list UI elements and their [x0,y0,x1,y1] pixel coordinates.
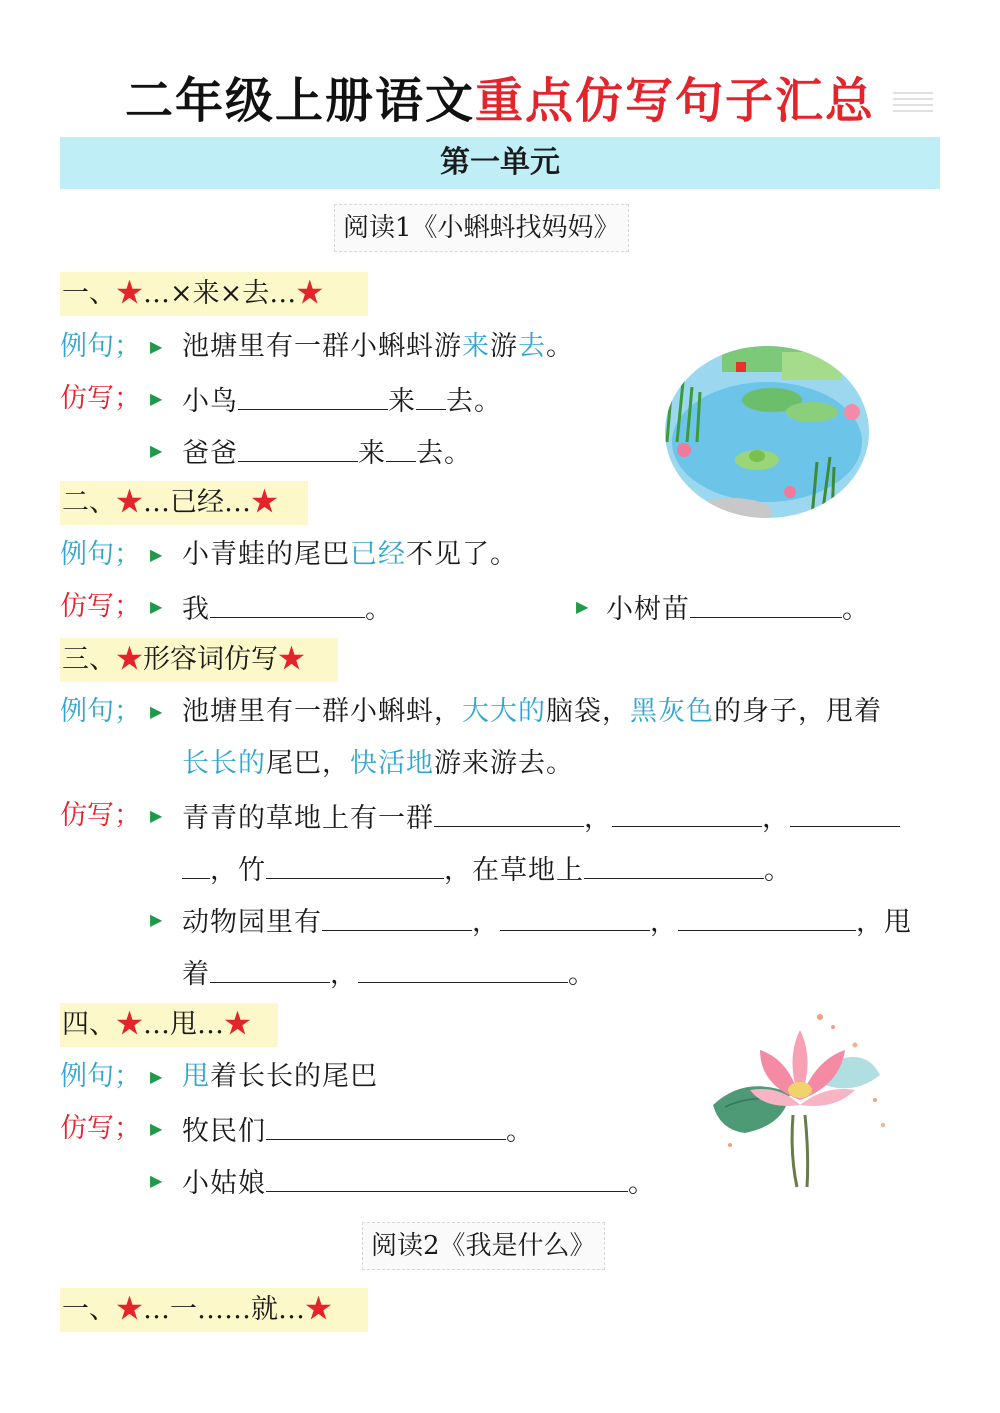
triangle-bullet-icon: ▶ [150,702,163,721]
heading-body: …×来×去… [143,278,297,309]
star-icon: ★ [116,644,143,675]
blank-line[interactable] [584,848,764,879]
reading-2-title: 阅读2《我是什么》 [362,1222,605,1270]
imitate-label: 仿写； [60,591,141,622]
example-label: 例句； [60,331,141,362]
triangle-bullet-icon: ▶ [150,545,163,564]
section-2-heading [60,481,308,525]
example-sentence: 池塘里有一群小蝌蚪游来游去。 [182,331,574,362]
blank-line[interactable] [434,796,584,827]
page-title [0,62,1000,131]
star-icon: ★ [278,644,305,675]
star-icon: ★ [116,487,143,518]
blank-line[interactable] [358,952,568,983]
triangle-bullet-icon: ▶ [150,1067,163,1086]
blank-line[interactable] [238,379,388,410]
star-icon: ★ [116,278,143,309]
imitate-sentence-cont: ，竹 ，在草地上 。 [182,848,792,891]
triangle-bullet-icon: ▶ [150,1171,163,1190]
heading-body: 形容词仿写 [143,644,278,675]
example-sentence: 小青蛙的尾巴已经不见了。 [182,539,518,570]
blank-line[interactable] [790,796,900,827]
triangle-bullet-icon: ▶ [150,597,163,616]
heading-prefix: 三、 [62,644,116,675]
lotus-illustration [705,1005,900,1190]
blank-line[interactable] [386,431,416,462]
example-label: 例句； [60,539,141,570]
example-label: 例句； [60,696,141,727]
blank-line[interactable] [416,379,446,410]
title-black-part: 二年级上册语文 [124,73,475,129]
blank-line[interactable] [238,431,358,462]
blank-line[interactable] [500,900,650,931]
star-icon: ★ [296,278,324,309]
triangle-bullet-icon: ▶ [150,910,163,929]
heading-body: …一……就… [143,1294,305,1325]
blank-line[interactable] [210,952,330,983]
blank-line[interactable] [690,587,842,618]
blank-line[interactable] [266,848,444,879]
blank-line[interactable] [266,1109,506,1140]
triangle-bullet-icon: ▶ [150,806,163,825]
star-icon: ★ [116,1009,143,1040]
imitate-sentence: 动物园里有 ， ， ，甩 [182,900,912,943]
example-label: 例句； [60,1061,141,1092]
triangle-bullet-icon: ▶ [150,1119,163,1138]
star-icon: ★ [224,1009,251,1040]
blank-line[interactable] [678,900,856,931]
imitate-label: 仿写； [60,383,141,414]
example-sentence-cont: 长长的尾巴，快活地游来游去。 [182,748,574,779]
pond-illustration [662,342,872,522]
blank-line[interactable] [210,587,365,618]
heading-body: …已经… [143,487,251,518]
imitate-sentence: 我 。 [182,587,393,630]
section-1-heading [60,272,368,316]
blank-line[interactable] [266,1161,628,1192]
imitate-sentence: 爸爸 来 去。 [182,431,472,474]
imitate-label: 仿写； [60,1113,141,1144]
section-5-heading [60,1288,368,1332]
triangle-bullet-icon: ▶ [150,441,163,460]
title-red-part: 重点仿写句子汇总 [475,73,876,129]
imitate-sentence: 小鸟 来 去。 [182,379,502,422]
example-sentence: 池塘里有一群小蝌蚪，大大的脑袋，黑灰色的身子，甩着 [182,696,882,727]
heading-prefix: 四、 [62,1009,116,1040]
blank-line[interactable] [322,900,472,931]
heading-prefix: 一、 [62,278,116,309]
section-3-heading [60,638,338,682]
triangle-bullet-icon: ▶ [150,389,163,408]
star-icon: ★ [251,487,278,518]
star-icon: ★ [305,1294,332,1325]
heading-prefix: 二、 [62,487,116,518]
reading-1-title: 阅读1《小蝌蚪找妈妈》 [334,204,629,252]
star-icon: ★ [116,1294,143,1325]
example-sentence: 甩着长长的尾巴 [182,1061,378,1092]
imitate-sentence-cont: 着 ， 。 [182,952,596,995]
unit-header: 第一单元 [60,137,940,189]
blank-line[interactable] [182,848,210,879]
imitate-sentence: 小姑娘 。 [182,1161,656,1204]
blank-line[interactable] [612,796,762,827]
title-decoration [893,92,933,116]
imitate-sentence: 牧民们 。 [182,1109,534,1152]
triangle-bullet-icon: ▶ [150,337,163,356]
imitate-sentence: 小树苗 。 [606,587,870,630]
triangle-bullet-icon: ▶ [576,597,589,616]
imitate-sentence: 青青的草地上有一群 ， ， [182,796,900,839]
heading-prefix: 一、 [62,1294,116,1325]
section-4-heading [60,1003,278,1047]
heading-body: …甩… [143,1009,224,1040]
imitate-label: 仿写； [60,800,141,831]
